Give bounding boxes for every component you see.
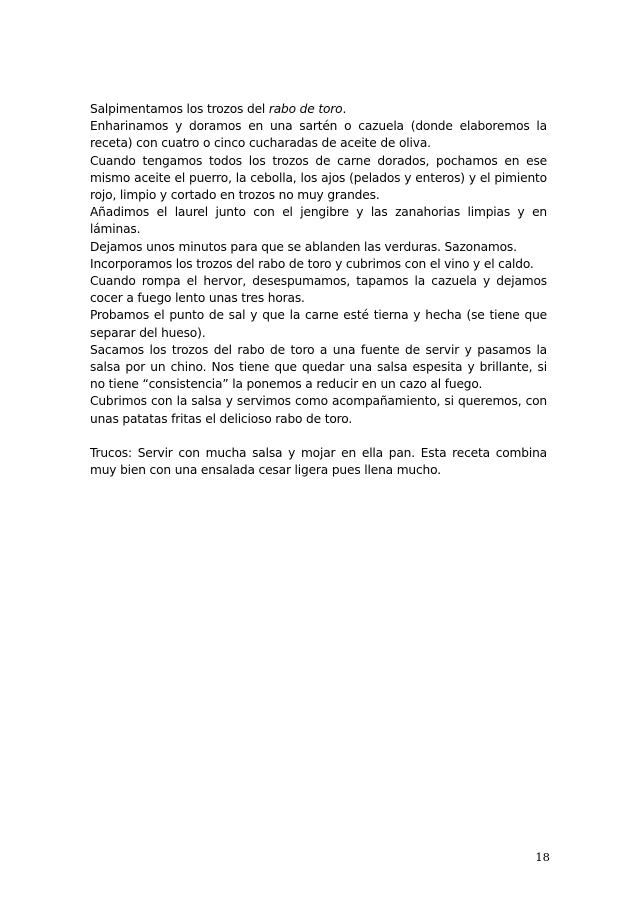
paragraph-spacer [90, 428, 547, 445]
paragraph-tips: Trucos: Servir con mucha salsa y mojar en ella pan. Esta receta combina muy bien con una ensalada cesar ligera pues llena mucho. [90, 446, 547, 478]
paragraph-text: Salpimentamos los trozos del [90, 102, 269, 116]
paragraph-softening: Dejamos unos minutos para que se ablanden las verduras. Sazonamos. [90, 239, 517, 254]
recipe-body [90, 101, 547, 479]
paragraph-testing: Probamos el punto de sal y que la carne esté tierna y hecha (se tiene que separar del hueso). [90, 308, 547, 340]
paragraph-sauce: Sacamos los trozos del rabo de toro a una fuente de servir y pasamos la salsa por un chino. Nos tiene que quedar una salsa espesita y brillante, si no tiene “consistencia” la ponemos a reducir en un cazo al fuego. [90, 342, 547, 392]
paragraph-text: . [342, 102, 347, 116]
paragraph-wine-broth: Incorporamos los trozos del rabo de toro y cubrimos con el vino y el caldo. [90, 256, 534, 271]
paragraph-simmering: Cuando rompa el hervor, desespumamos, tapamos la cazuela y dejamos cocer a fuego lento unas tres horas. [90, 274, 547, 306]
paragraph-sauteing: Cuando tengamos todos los trozos de carne dorados, pochamos en ese mismo aceite el puerro, la cebolla, los ajos (pelados y enteros) y el pimiento rojo, limpio y cortado en trozos no muy grandes. [90, 153, 547, 203]
dish-name-italic: rabo de toro [268, 102, 343, 116]
paragraph-serving: Cubrimos con la salsa y servimos como acompañamiento, si queremos, con unas patatas fritas el delicioso rabo de toro. [90, 394, 547, 426]
paragraph-seasoning [90, 101, 547, 118]
page-number: 18 [535, 850, 550, 864]
paragraph-flouring: Enharinamos y doramos en una sartén o cazuela (donde elaboremos la receta) con cuatro o cinco cucharadas de aceite de oliva. [90, 119, 547, 151]
paragraph-laurel: Añadimos el laurel junto con el jengibre y las zanahorias limpias y en láminas. [90, 205, 547, 237]
